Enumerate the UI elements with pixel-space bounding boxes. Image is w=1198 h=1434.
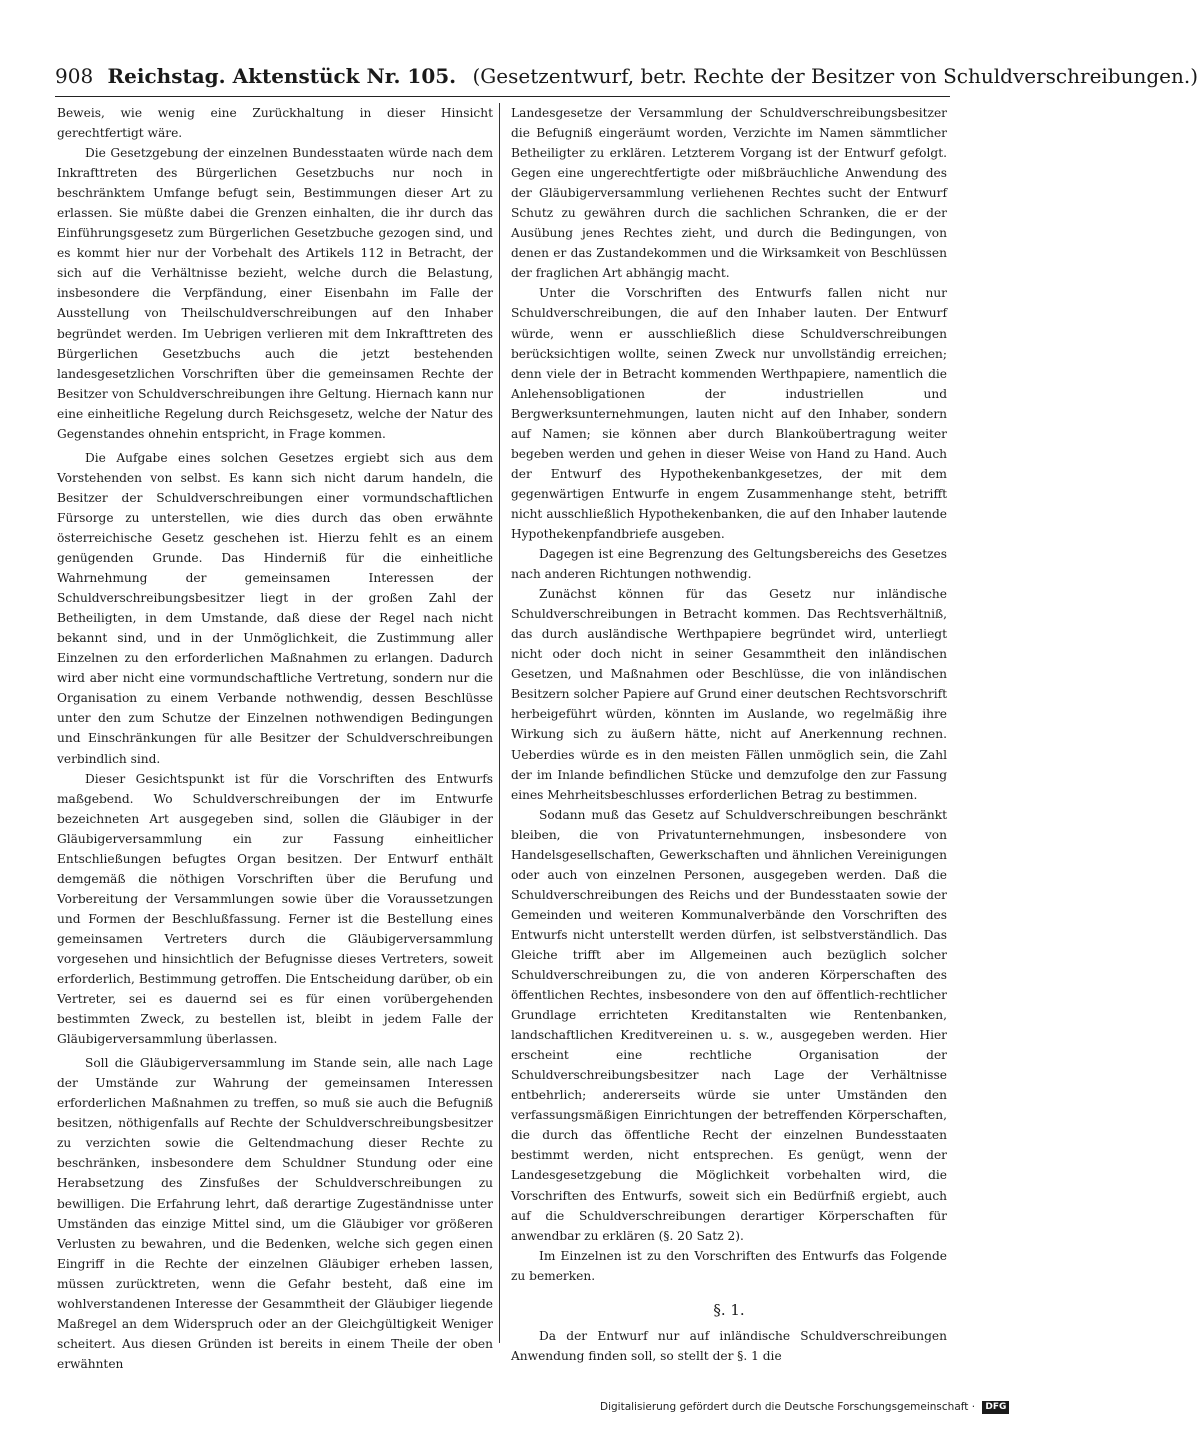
header-subtitle: (Gesetzentwurf, betr. Rechte der Besitzer von Schuldverschreibungen.) (472, 64, 1198, 88)
paragraph: Sodann muß das Gesetz auf Schuldverschreibungen beschränkt bleiben, die von Privatunternehmungen, insbesondere von Handelsgesellschaften, Gewerkschaften und ähnlichen Vereinigungen oder auch von einzelnen Personen, ausgegeben werden. Daß die Schuldverschreibungen des Reichs und der Bundesstaaten sowie der Gemeinden und weiteren Kommunalverbände den Vorschriften des Entwurfs nicht unterstellt werden dürfen, ist selbstverständlich. Das Gleiche trifft aber im Allgemeinen auch bezüglich solcher Schuldverschreibungen zu, die von anderen Körperschaften des öffentlichen Rechtes, insbesondere von den auf öffentlich-rechtlicher Grundlage errichteten Kreditanstalten wie Rentenbanken, landschaftlichen Kreditvereinen u. s. w., ausgegeben werden. Hier erscheint eine rechtliche Organisation der Schuldverschreibungsbesitzer nach Lage der Verhältnisse entbehrlich; andererseits würde sie unter Umständen den verfassungsmäßigen Einrichtungen der betreffenden Körperschaften, die durch das öffentliche Recht der einzelnen Bundesstaaten bestimmt werden, nicht entsprechen. Es genügt, wenn der Landesgesetzgebung die Möglichkeit vorbehalten wird, die Vorschriften des Entwurfs, soweit sich ein Bedürfniß ergiebt, auch auf die Schuldverschreibungen derartiger Körperschaften für anwendbar zu erklären (§. 20 Satz 2). (511, 807, 947, 1243)
page-number: 908 (55, 64, 94, 88)
paragraph: Da der Entwurf nur auf inländische Schuldverschreibungen Anwendung finden soll, so stellt der §. 1 die (511, 1328, 947, 1363)
paragraph: Landesgesetze der Versammlung der Schuldverschreibungsbesitzer die Befugniß eingeräumt worden, Verzichte im Namen sämmtlicher Betheiligter zu erklären. Letzterem Vorgang ist der Entwurf gefolgt. Gegen eine ungerechtfertigte oder mißbräuchliche Anwendung des der Gläubigerversammlung verliehenen Rechtes sucht der Entwurf Schutz zu gewähren durch die sachlichen Schranken, die er der Ausübung jenes Rechtes zieht, und durch die Bedingungen, von denen er das Zustandekommen und die Wirksamkeit von Beschlüssen der fraglichen Art abhängig macht. (511, 106, 947, 281)
left-column (57, 103, 493, 1371)
header-title: Reichstag. Aktenstück Nr. 105. (107, 64, 457, 88)
paragraph: Dieser Gesichtspunkt ist für die Vorschriften des Entwurfs maßgebend. Wo Schuldverschreibungen der im Entwurfe bezeichneten Art ausgegeben sind, sollen die Gläubiger in der Gläubigerversammlung ein zur Fassung einheitlicher Entschließungen befugtes Organ besitzen. Der Entwurf enthält demgemäß die nöthigen Vorschriften über die Berufung und Vorbereitung der Versammlungen sowie über die Voraussetzungen und Formen der Beschlußfassung. Ferner ist die Bestellung eines gemeinsamen Vertreters durch die Gläubigerversammlung vorgesehen und hinsichtlich der Befugnisse dieses Vertreters, soweit erforderlich, Bestimmung getroffen. Die Entscheidung darüber, ob ein Vertreter, sei es dauernd sei es für einen vorübergehenden bestimmten Zweck, zu bestellen ist, bleibt in jedem Falle der Gläubigerversammlung überlassen. (57, 771, 493, 1047)
paragraph: Dagegen ist eine Begrenzung des Geltungsbereichs des Gesetzes nach anderen Richtungen nothwendig. (511, 547, 947, 582)
page-header (55, 60, 1198, 92)
paragraph: Soll die Gläubigerversammlung im Stande sein, alle nach Lage der Umstände zur Wahrung der gemeinsamen Interessen erforderlichen Maßnahmen zu treffen, so muß sie auch die Befugniß besitzen, nöthigenfalls auf Rechte der Schuldverschreibungsbesitzer zu verzichten sowie die Geltendmachung dieser Rechte zu beschränken, insbesondere dem Schuldner Stundung oder eine Herabsetzung des Zinsfußes der Schuldverschreibungen zu bewilligen. Die Erfahrung lehrt, daß derartige Zugeständnisse unter Umständen das einzige Mittel sind, um die Gläubiger vor größeren Verlusten zu bewahren, und die Bedenken, welche sich gegen einen Eingriff in die Rechte der einzelnen Gläubiger erheben lassen, müssen zurücktreten, wenn die Gefahr besteht, daß eine im wohlverstandenen Interesse der Gesammtheit der Gläubiger liegende Maßregel an dem Widerspruch oder an der Gleichgültigkeit Weniger scheitert. Aus diesen Gründen ist bereits in einem Theile der oben erwähnten (57, 1056, 493, 1371)
paragraph: Die Aufgabe eines solchen Gesetzes ergiebt sich aus dem Vorstehenden von selbst. Es kann sich nicht darum handeln, die Besitzer der Schuldverschreibungen einer vormundschaftlichen Fürsorge zu unterstellen, wie dies durch das oben erwähnte österreichische Gesetz geschehen ist. Hierzu fehlt es an einem genügenden Grunde. Das Hinderniß für die einheitliche Wahrnehmung der gemeinsamen Interessen der Schuldverschreibungsbesitzer liegt in der großen Zahl der Betheiligten, in dem Umstande, daß diese der Regel nach nicht bekannt sind, und in der Unmöglichkeit, die Zustimmung aller Einzelnen zu den erforderlichen Maßnahmen zu erlangen. Dadurch wird aber nicht eine vormundschaftliche Vertretung, sondern nur die Organisation zu einem Verbande nothwendig, dessen Beschlüsse unter den zum Schutze der Einzelnen nothwendigen Bedingungen und Einschränkungen für alle Besitzer der Schuldverschreibungen verbindlich sind. (57, 450, 493, 766)
column-divider (499, 103, 500, 1343)
credit-text: Digitalisierung gefördert durch die Deutsche Forschungsgemeinschaft · (600, 1401, 976, 1413)
header-rule (55, 96, 950, 97)
section-heading: §. 1. (713, 1300, 745, 1319)
dfg-logo: DFG (982, 1401, 1009, 1414)
paragraph: Im Einzelnen ist zu den Vorschriften des Entwurfs das Folgende zu bemerken. (511, 1248, 947, 1283)
right-column (511, 103, 947, 1363)
paragraph: Beweis, wie wenig eine Zurückhaltung in dieser Hinsicht gerechtfertigt wäre. (57, 106, 493, 141)
paragraph: Zunächst können für das Gesetz nur inländische Schuldverschreibungen in Betracht kommen. Das Rechtsverhältniß, das durch ausländische Werthpapiere begründet wird, unterliegt nicht oder doch nicht in seiner Gesammtheit den inländischen Gesetzen, und Maßnahmen oder Beschlüsse, die von inländischen Besitzern solcher Papiere auf Grund einer deutschen Rechtsvorschrift herbeigeführt würden, könnten im Auslande, wo regelmäßig ihre Wirkung sich zu äußern hätte, nicht auf Anerkennung rechnen. Ueberdies würde es in den meisten Fällen unmöglich sein, die Zahl der im Inlande befindlichen Stücke und demzufolge den zur Fassung eines Mehrheitsbeschlusses erforderlichen Betrag zu bestimmen. (511, 587, 947, 802)
paragraph: Unter die Vorschriften des Entwurfs fallen nicht nur Schuldverschreibungen, die auf den Inhaber lauten. Der Entwurf würde, wenn er ausschließlich diese Schuldverschreibungen berücksichtigen wollte, seinen Zweck nur unvollständig erreichen; denn viele der in Betracht kommenden Werthpapiere, namentlich die Anlehensobligationen der industriellen und Bergwerksunternehmungen, lauten nicht auf den Inhaber, sondern auf Namen; sie können aber durch Blankoübertragung weiter begeben werden und gehen in dieser Weise von Hand zu Hand. Auch der Entwurf des Hypothekenbankgesetzes, der mit dem gegenwärtigen Entwurfe in engem Zusammenhange steht, betrifft nicht ausschließlich Hypothekenbanken, die auf den Inhaber lautende Hypothekenpfandbriefe ausgeben. (511, 286, 947, 541)
digitization-credit (600, 1398, 1007, 1416)
paragraph: Die Gesetzgebung der einzelnen Bundesstaaten würde nach dem Inkrafttreten des Bürgerlichen Gesetzbuchs nur noch in beschränktem Umfange befugt sein, Bestimmungen dieser Art zu erlassen. Sie müßte dabei die Grenzen einhalten, die ihr durch das Einführungsgesetz zum Bürgerlichen Gesetzbuche gezogen sind, und es kommt hier nur der Vorbehalt des Artikels 112 in Betracht, der sich auf die Verhältnisse bezieht, welche durch die Belastung, insbesondere die Verpfändung, einer Eisenbahn im Falle der Ausstellung von Theilschuldverschreibungen auf den Inhaber begründet werden. Im Uebrigen verlieren mit dem Inkrafttreten des Bürgerlichen Gesetzbuchs auch die jetzt bestehenden landesgesetzlichen Vorschriften über die gemeinsamen Rechte der Besitzer von Schuldverschreibungen ihre Geltung. Hiernach kann nur eine einheitliche Regelung durch Reichsgesetz, welche der Natur des Gegenstandes ohnehin entspricht, in Frage kommen. (57, 146, 493, 441)
